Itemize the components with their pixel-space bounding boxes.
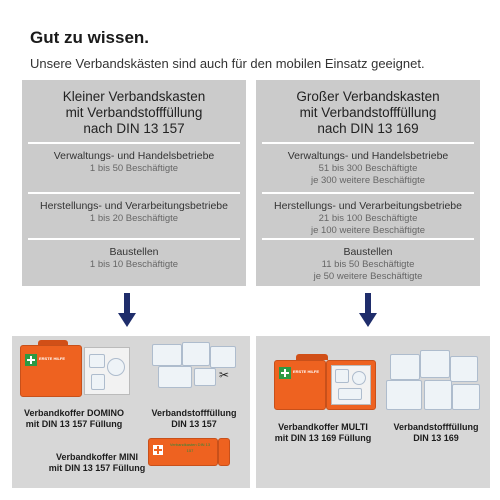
first-aid-cross-icon — [153, 445, 163, 455]
category-admin-trade — [22, 144, 246, 192]
category-title: Baustellen — [343, 246, 393, 258]
caption-line: DIN 13 169 — [413, 433, 459, 443]
domino-kit-open-lid — [84, 347, 130, 395]
title-line: Großer Verbandskasten — [296, 89, 440, 104]
category-range: 1 bis 10 Beschäftigte — [89, 259, 179, 270]
supply-pack — [194, 368, 216, 386]
supply-pack — [386, 380, 422, 410]
supply-pack — [420, 350, 450, 378]
small-kit-products — [12, 336, 250, 488]
title-line: nach DIN 13 169 — [317, 121, 419, 136]
page-subtitle: Unsere Verbandskästen sind auch für den mobilen Einsatz geeignet. — [30, 56, 425, 71]
caption-line: Verbandstofffüllung — [393, 422, 479, 432]
small-kit-title — [22, 80, 246, 142]
page-title: Gut zu wissen. — [30, 28, 150, 47]
scissors-icon: ✂ — [219, 368, 230, 382]
category-construction — [256, 240, 480, 289]
supply-pack — [450, 356, 478, 382]
category-construction — [22, 240, 246, 277]
supply-roll — [352, 371, 366, 385]
domino-kit-image — [20, 345, 82, 397]
kit-brand-text: ERSTE HILFE — [293, 369, 320, 374]
category-title: Verwaltungs- und Handelsbetriebe — [287, 150, 449, 162]
caption-line: mit DIN 13 169 Füllung — [274, 433, 372, 443]
multi-kit-body — [326, 360, 376, 410]
title-line: mit Verbandstofffüllung — [299, 105, 437, 120]
small-kit-column — [22, 80, 246, 286]
title-line: mit Verbandstofffüllung — [65, 105, 203, 120]
category-admin-trade — [256, 144, 480, 192]
category-manufacturing — [256, 194, 480, 238]
title-line: Kleiner Verbandskasten — [62, 89, 206, 104]
caption-line: DIN 13 157 — [171, 419, 217, 429]
multi-kit-interior — [331, 365, 371, 405]
first-aid-cross-icon — [279, 367, 291, 379]
category-range: 1 bis 20 Beschäftigte — [89, 213, 179, 224]
large-kit-column — [256, 80, 480, 286]
supply-pack — [335, 369, 349, 383]
supply-pack — [338, 388, 362, 400]
supply-pack — [182, 342, 210, 366]
title-line: nach DIN 13 157 — [83, 121, 185, 136]
first-aid-cross-icon — [25, 354, 37, 366]
category-range: je 300 weitere Beschäftigte — [310, 175, 426, 186]
category-range: je 50 weitere Beschäftigte — [313, 271, 423, 282]
category-range: 51 bis 300 Beschäftigte — [318, 163, 418, 174]
caption-line: mit DIN 13 157 Füllung — [48, 463, 146, 473]
supply-pack — [424, 380, 452, 410]
category-range: 1 bis 50 Beschäftigte — [89, 163, 179, 174]
category-range: 21 bis 100 Beschäftigte — [318, 213, 418, 224]
supply-pack — [91, 374, 105, 390]
supply-roll — [107, 358, 125, 376]
supply-pack — [158, 366, 192, 388]
arrow-down-icon — [118, 293, 136, 327]
category-title: Baustellen — [109, 246, 159, 258]
caption-line: mit DIN 13 157 Füllung — [25, 419, 123, 429]
large-kit-products — [256, 336, 490, 488]
mini-kit-image — [148, 438, 218, 466]
cross-bar — [27, 359, 35, 361]
product-caption — [388, 422, 484, 444]
product-caption — [42, 452, 152, 474]
mini-kit-label: Verbandkasten DIN 13 157 — [169, 442, 211, 453]
caption-line: Verbandkoffer MINI — [55, 452, 138, 462]
large-kit-title — [256, 80, 480, 142]
product-caption — [264, 422, 382, 444]
product-caption — [14, 408, 134, 430]
category-title: Herstellungs- und Verarbeitungsbetriebe — [274, 200, 462, 212]
category-title: Herstellungs- und Verarbeitungsbetriebe — [40, 200, 228, 212]
mini-kit-side — [218, 438, 230, 466]
caption-line: Verbandkoffer MULTI — [278, 422, 368, 432]
category-range: je 100 weitere Beschäftigte — [310, 225, 426, 236]
caption-line: Verbandkoffer DOMINO — [23, 408, 124, 418]
supply-pack — [152, 344, 182, 366]
caption-line: Verbandstofffüllung — [151, 408, 237, 418]
arrow-down-icon — [359, 293, 377, 327]
supply-pack — [452, 384, 480, 410]
category-title: Verwaltungs- und Handelsbetriebe — [53, 150, 215, 162]
supply-pack — [390, 354, 420, 380]
cross-bar — [154, 449, 162, 451]
category-manufacturing — [22, 194, 246, 238]
cross-bar — [281, 372, 289, 374]
supply-pack — [89, 354, 105, 368]
product-caption — [146, 408, 242, 430]
multi-kit-lid — [274, 360, 326, 410]
category-range: 11 bis 50 Beschäftigte — [321, 259, 415, 270]
kit-brand-text: ERSTE HILFE — [39, 356, 66, 361]
supply-pack — [210, 346, 236, 368]
